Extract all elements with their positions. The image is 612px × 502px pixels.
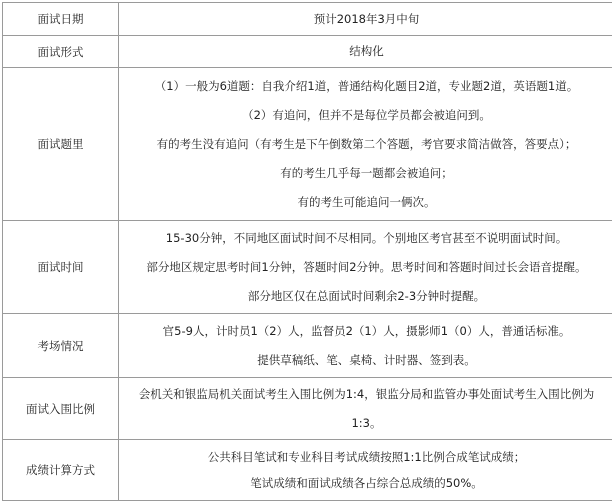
row-value [119, 221, 612, 314]
value-line: 笔试成绩和面试成绩各占综合总成绩的50%。 [250, 475, 483, 490]
row-value [119, 440, 612, 501]
row-label: 成绩计算方式 [3, 440, 119, 501]
value-line: 官5-9人，计时员1（2）人，监督员2（1）人，摄影师1（0）人，普通话标准。 [162, 323, 571, 338]
row-label: 面试日期 [3, 3, 119, 36]
row-label: 面试形式 [3, 36, 119, 68]
row-value [119, 378, 612, 440]
row-value [119, 68, 612, 221]
row-value [119, 3, 612, 36]
row-question-count [3, 68, 612, 221]
value-line: 1:3。 [351, 415, 382, 430]
value-line: （2）有追问，但并不是每位学员都会被追问到。 [242, 107, 491, 122]
row-label: 面试入围比例 [3, 378, 119, 440]
value-line: 公共科目笔试和专业科目考试成绩按照1:1比例合成笔试成绩； [207, 449, 526, 464]
row-score-method [3, 440, 612, 501]
row-value [119, 36, 612, 68]
value-line: 预计2018年3月中旬 [313, 11, 420, 26]
row-label: 面试时间 [3, 221, 119, 314]
value-line: 结构化 [349, 44, 384, 58]
value-line: 部分地区规定思考时间1分钟，答题时间2分钟。思考时间和答题时间过长会语音提醒。 [146, 259, 587, 274]
value-line: 部分地区仅在总面试时间剩余2-3分钟时提醒。 [247, 288, 486, 303]
row-exam-room [3, 314, 612, 378]
value-line: 提供草稿纸、笔、桌椅、计时器、签到表。 [257, 352, 476, 367]
interview-info-table [2, 2, 612, 501]
row-label: 面试题里 [3, 68, 119, 221]
row-label: 考场情况 [3, 314, 119, 378]
value-line: 会机关和银监局机关面试考生入围比例为1:4，银监分局和监管办事处面试考生入围比例为 [138, 386, 595, 401]
row-shortlist-ratio [3, 378, 612, 440]
row-value [119, 314, 612, 378]
value-line: 有的考生几乎每一题都会被追问； [280, 165, 453, 180]
row-interview-time [3, 221, 612, 314]
row-interview-format [3, 36, 612, 68]
value-line: 15-30分钟，不同地区面试时间不尽相同。个别地区考官甚至不说明面试时间。 [165, 230, 568, 245]
value-line: （1）一般为6道题：自我介绍1道，普通结构化题目2道，专业题2道，英语题1道。 [154, 78, 579, 93]
row-interview-date [3, 3, 612, 36]
value-line: 有的考生没有追问（有考生是下午倒数第二个答题，考官要求简洁做答，答要点）； [156, 136, 577, 151]
value-line: 有的考生可能追问一俩次。 [297, 194, 436, 209]
